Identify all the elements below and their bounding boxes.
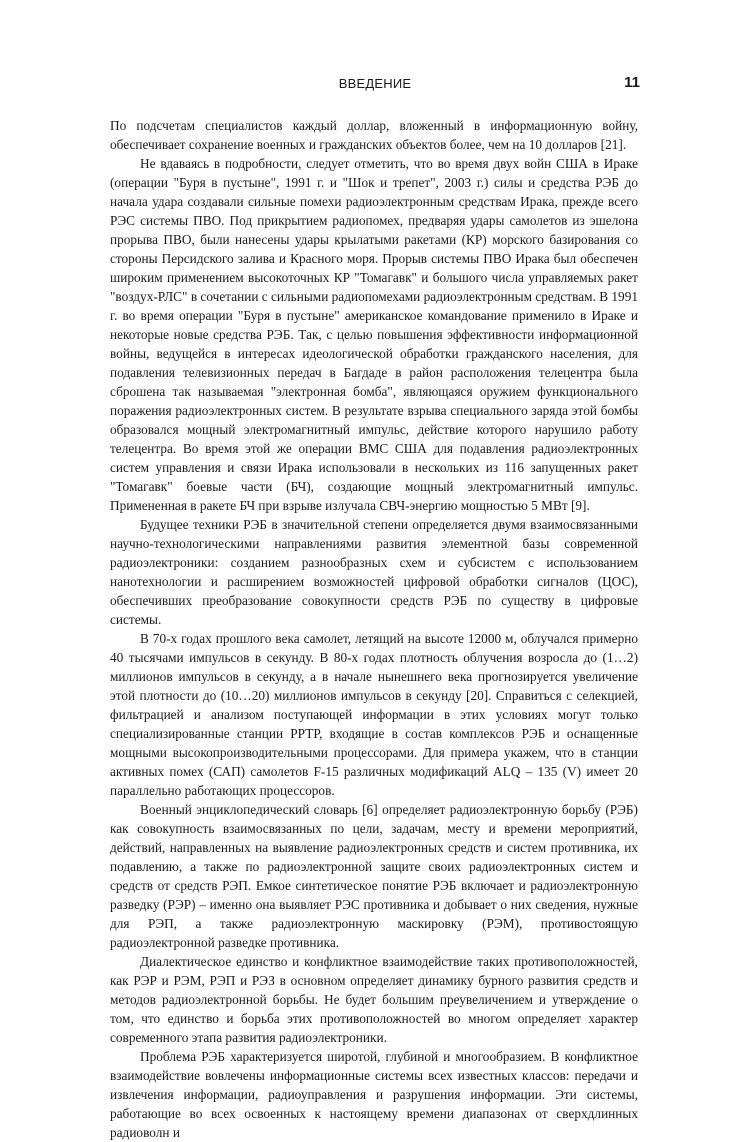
paragraph-5: Военный энциклопедический словарь [6] определяет радиоэлектронную борьбу (РЭБ) как совокупность взаимосвязанных по цели, задачам, месту и времени мероприятий, действий, направленных на выявление радиоэлектронных средств и систем противника, их подавлению, а также по радиоэлектронной защите своих радиоэлектронных систем и средств от средств РЭП. Емкое синтетическое понятие РЭБ включает и радиоэлектронную разведку (РЭР) – именно она выявляет РЭС противника и добывает о них сведения, нужные для РЭП, а также радиоэлектронную маскировку (РЭМ), противостоящую радиоэлектронной разведке противника.: [110, 802, 638, 950]
paragraph-1: По подсчетам специалистов каждый доллар, вложенный в информационную войну, обеспечивает сохранение военных и гражданских объектов более, чем на 10 долларов [21].: [110, 118, 638, 152]
paragraph-6: Диалектическое единство и конфликтное взаимодействие таких противоположностей, как РЭР и РЭМ, РЭП и РЭЗ в основном определяет динамику бурного развития средств и методов радиоэлектронной борьбы. Не будет большим преувеличением и утверждение о том, что единство и борьба этих противоположностей во многом определяет характер современного этапа развития радиоэлектроники.: [110, 954, 638, 1045]
chapter-title: ВВЕДЕНИЕ: [338, 76, 412, 91]
body-text: [110, 116, 638, 1142]
paragraph-2: Не вдаваясь в подробности, следует отметить, что во время двух войн США в Ираке (операции "Буря в пустыне", 1991 г. и "Шок и трепет", 2003 г.) силы и средства РЭБ до начала удара создавали сильные помехи радиоэлектронным средствам Ирака, прежде всего РЭС системы ПВО. Под прикрытием радиопомех, предваряя удары самолетов из эшелона прорыва ПВО, были нанесены удары крылатыми ракетами (КР) морского базирования со стороны Персидского залива и Красного моря. Прорыв системы ПВО Ирака был обеспечен широким применением высокоточных КР "Томагавк" и большого числа управляемых ракет "воздух-РЛС" в сочетании с сильными радиопомехами радиоэлектронным средствам. В 1991 г. во время операции "Буря в пустыне" американское командование применило в Ираке и некоторые новые средства РЭБ. Так, с целью повышения эффективности информационной войны, ведущейся в интересах идеологической обработки гражданского населения, для подавления телевизионных передач в Багдаде в район расположения телецентра была сброшена так называемая "электронная бомба", являющаяся оружием функционального поражения радиоэлектронных систем. В результате взрыва специального заряда этой бомбы образовался мощный электромагнитный импульс, действие которого нарушило работу телецентра. Во время этой же операции ВМС США для подавления радиоэлектронных систем управления и связи Ирака использовали в нескольких из 116 запущенных ракет "Томагавк" боевые части (БЧ), создающие мощный электромагнитный импульс. Примененная в ракете БЧ при взрыве излучала СВЧ-энергию мощностью 5 МВт [9].: [110, 156, 638, 513]
page-number: 11: [624, 74, 640, 91]
page-header: [110, 74, 640, 98]
paragraph-4: В 70-х годах прошлого века самолет, летящий на высоте 12000 м, облучался примерно 40 тысячами импульсов в секунду. В 80-х годах плотность облучения возросла до (1…2) миллионов импульсов в секунду, а в начале нынешнего века прогнозируется увеличение этой плотности до (10…20) миллионов импульсов в секунду [20]. Справиться с селекцией, фильтрацией и анализом поступающей информации в этих условиях могут только специализированные станции РРТР, входящие в состав комплексов РЭБ и оснащенные мощными высокопроизводительными процессорами. Для примера укажем, что в станции активных помех (САП) самолетов F-15 различных модификаций ALQ – 135 (V) имеет 20 параллельно работающих процессоров.: [110, 631, 638, 798]
paragraph-3: Будущее техники РЭБ в значительной степени определяется двумя взаимосвязанными научно-технологическими направлениями развития элементной базы современной радиоэлектроники: созданием разнообразных схем и субсистем с использованием нанотехнологии и расширением возможностей цифровой обработки сигналов (ЦОС), обеспечивших преобразование совокупности средств РЭБ по существу в цифровые системы.: [110, 517, 638, 627]
paragraph-7: Проблема РЭБ характеризуется широтой, глубиной и многообразием. В конфликтное взаимодействие вовлечены информационные системы всех известных классов: передачи и извлечения информации, радиоуправления и разрушения информации. Эти системы, работающие во всех освоенных к настоящему времени диапазонах от сверхдлинных радиоволн и: [110, 1049, 638, 1140]
